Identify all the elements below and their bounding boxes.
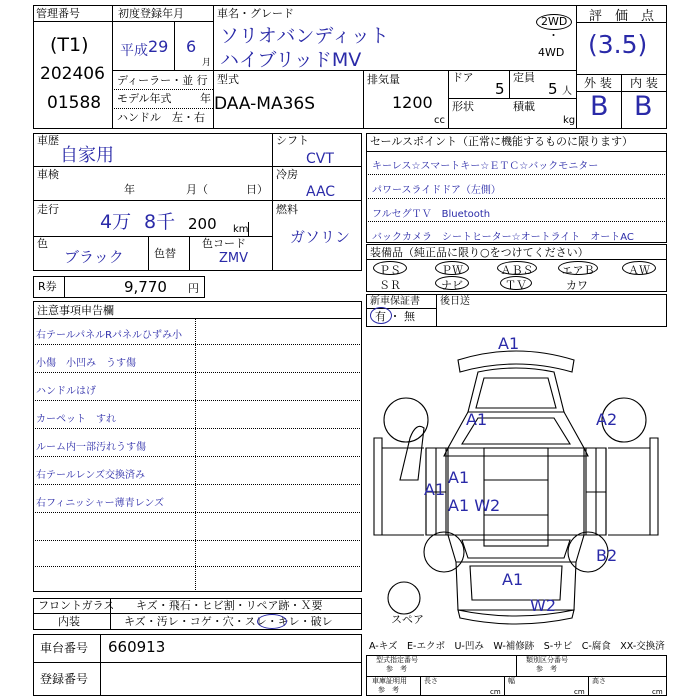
drive-4wd: 4WD xyxy=(538,46,565,59)
front-bumper xyxy=(458,351,574,372)
divider xyxy=(509,70,510,98)
kg-unit: kg xyxy=(563,115,576,126)
score: (3.5) xyxy=(588,30,648,59)
recycle-fee: 9,770 xyxy=(124,278,167,296)
divider xyxy=(195,318,196,592)
selling-points-title: セールスポイント（正常に機能するものに限ります） xyxy=(370,135,634,148)
fuel: ガソリン xyxy=(290,228,351,246)
month-unit: 月 xyxy=(202,58,212,68)
exterior-label: 外 装 xyxy=(584,76,612,90)
left-skirt xyxy=(374,438,382,535)
equipment-item: エアＢ xyxy=(561,264,595,277)
divider xyxy=(33,613,362,614)
doors-label: ドア xyxy=(452,71,474,84)
drive-2wd: 2WD xyxy=(541,15,568,28)
warranty-value: 有 ・ 無 xyxy=(375,310,415,323)
model-label: 型式 xyxy=(217,73,239,86)
damage-mark: A1 xyxy=(424,480,446,499)
capacity: 5 xyxy=(548,80,558,98)
divider xyxy=(112,70,213,71)
divider xyxy=(148,236,149,271)
car-name-1: ソリオバンディット xyxy=(220,25,389,47)
equipment-item: ＰＳ xyxy=(379,264,401,277)
selling-point: パワースライドドア（左側） xyxy=(372,185,501,196)
mileage-label: 走行 xyxy=(37,203,59,216)
interior-grade: B xyxy=(634,91,653,122)
divider xyxy=(366,221,667,222)
width-label: 幅 xyxy=(508,677,515,685)
divider xyxy=(248,222,249,236)
interior-text: キズ・汚レ・コゲ・穴・スレ・キレ・破レ xyxy=(124,615,333,628)
equipment-item: ＰＷ xyxy=(441,264,463,277)
divider xyxy=(366,259,667,260)
divider xyxy=(272,200,362,201)
frame-label: 車台番号 xyxy=(40,641,89,655)
equipment-item: ＳＲ xyxy=(379,279,401,292)
mileage-sen: 8千 xyxy=(144,211,176,233)
damage-mark: A1 xyxy=(466,410,488,429)
divider xyxy=(576,22,667,23)
shape-label: 形状 xyxy=(452,100,474,113)
category-ref: 参 考 xyxy=(536,665,557,673)
type-designation: 型式指定番号 xyxy=(376,656,418,664)
category: 類別区分番号 xyxy=(526,656,568,664)
mgmt-no-1: 202406 xyxy=(40,64,105,84)
roof-front xyxy=(444,448,588,456)
recycle-frame xyxy=(33,276,205,298)
history-label: 車歴 xyxy=(37,134,59,147)
equipment-item: ナビ xyxy=(441,279,463,292)
damage-mark: A1 xyxy=(502,570,524,589)
divider xyxy=(272,166,362,167)
divider xyxy=(33,21,112,22)
cm-unit: cm xyxy=(652,688,663,696)
selling-point: キーレス☆スマートキー☆ＥＴＣ☆バックモニター xyxy=(372,161,599,172)
shift: CVT xyxy=(306,151,334,167)
divider xyxy=(33,540,362,541)
type-ref: 参 考 xyxy=(386,665,407,673)
damage-mark: A2 xyxy=(596,410,618,429)
right-skirt xyxy=(650,438,658,535)
inspection-day: 日） xyxy=(246,183,268,196)
divider xyxy=(33,428,362,429)
model-year-label: モデル年式 xyxy=(117,92,172,105)
equipment-item: ＡＢＳ xyxy=(500,264,534,277)
divider xyxy=(112,89,213,90)
spare-label: スペア xyxy=(391,613,424,626)
damage-mark: W2 xyxy=(530,596,556,615)
load-label: 積載 xyxy=(513,100,535,113)
right-skirt-lines xyxy=(608,448,650,535)
left-front-fender xyxy=(400,426,424,480)
divider xyxy=(33,484,362,485)
history: 自家用 xyxy=(60,145,114,166)
displacement-label: 排気量 xyxy=(367,73,400,86)
repaint-label: 色替 xyxy=(154,247,176,260)
rear-glass xyxy=(462,540,570,558)
left-rear-wheel xyxy=(424,532,464,572)
selling-point: フルセグＴＶ Bluetooth xyxy=(372,209,491,220)
car-diagram xyxy=(366,330,667,635)
km-unit: km xyxy=(233,224,249,235)
cert-ref: 参 考 xyxy=(378,686,399,694)
reg-month: 6 xyxy=(186,37,197,56)
glass-label: フロントガラス xyxy=(38,599,115,612)
divider xyxy=(420,676,421,696)
mgmt-no-2: 01588 xyxy=(47,93,102,113)
name-label: 車名・グレード xyxy=(217,7,294,20)
exterior-grade: B xyxy=(590,91,609,122)
car-name-2: ハイブリッドMV xyxy=(220,49,362,71)
left-skirt-lines xyxy=(382,448,424,535)
displacement: 1200 xyxy=(392,93,433,112)
divider xyxy=(33,200,272,201)
cm-unit: cm xyxy=(574,688,585,696)
hood-outline xyxy=(468,368,564,412)
divider xyxy=(33,400,362,401)
frame-value: 660913 xyxy=(108,638,166,656)
yen-unit: 円 xyxy=(188,282,199,295)
inspection-year: 年 xyxy=(124,183,135,196)
divider xyxy=(366,676,667,677)
divider xyxy=(366,151,667,152)
divider xyxy=(516,655,517,676)
capacity-unit: 人 xyxy=(562,86,572,97)
cm-unit: cm xyxy=(490,688,501,696)
reg-year: 29 xyxy=(148,37,169,56)
divider xyxy=(189,236,190,271)
divider xyxy=(33,512,362,513)
divider xyxy=(33,456,362,457)
spare-tire xyxy=(388,582,420,614)
era: 平成 xyxy=(120,43,148,59)
divider xyxy=(363,70,364,129)
divider xyxy=(33,318,362,319)
divider xyxy=(112,5,113,129)
divider xyxy=(33,566,362,567)
divider xyxy=(112,21,213,22)
hood-panel xyxy=(476,378,556,408)
divider xyxy=(64,276,65,298)
posted-label: 後日送 xyxy=(440,296,470,307)
notes-title: 注意事項申告欄 xyxy=(37,304,114,317)
divider xyxy=(174,21,175,70)
note-item: 右フィニッシャー薄青レンズ xyxy=(36,498,165,509)
divider xyxy=(112,108,213,109)
mileage-rest: 200 xyxy=(188,215,217,233)
interior-label: 内装 xyxy=(58,615,80,628)
left-front-wheel xyxy=(384,398,428,442)
interior-label: 内 装 xyxy=(630,76,658,90)
divider xyxy=(33,662,362,663)
ac: AAC xyxy=(306,184,336,200)
divider xyxy=(366,174,667,175)
equipment-item: ＴＶ xyxy=(505,279,527,292)
dealer-label: ディーラー・並 行 xyxy=(117,74,208,87)
note-item: 小傷 小凹み うす傷 xyxy=(36,358,136,369)
divider xyxy=(504,676,505,696)
equipment-title: 装備品（純正品に限り○をつけてください） xyxy=(370,246,589,259)
cert-label: 車庫証明用 xyxy=(372,677,407,685)
reg-label: 初度登録年月 xyxy=(118,7,184,20)
divider xyxy=(588,676,589,696)
color: ブラック xyxy=(64,248,124,266)
divider xyxy=(448,70,449,129)
divider xyxy=(366,198,667,199)
damage-mark: B2 xyxy=(596,546,618,565)
rear-bumper xyxy=(458,610,574,624)
registration-label: 登録番号 xyxy=(40,672,89,686)
capacity-label: 定員 xyxy=(513,71,535,84)
divider xyxy=(621,74,622,129)
year-unit: 年 xyxy=(200,92,211,105)
selling-point: バックカメラ シートヒーター☆オートライト オートAC xyxy=(372,232,634,243)
score-label: 評 価 点 xyxy=(589,9,655,24)
divider xyxy=(576,5,577,129)
cc-unit: cc xyxy=(434,115,445,126)
damage-mark: A1 xyxy=(448,468,470,487)
equipment-item: ＡＷ xyxy=(628,264,650,277)
model-code: DAA-MA36S xyxy=(214,94,316,114)
color-code: ZMV xyxy=(219,251,249,266)
divider xyxy=(272,133,273,271)
warranty-label: 新車保証書 xyxy=(370,296,420,307)
mgmt-no-label: 管理番号 xyxy=(36,7,80,20)
inspection-month: 月（ xyxy=(186,183,208,196)
handle-label: ハンドル 左・右 xyxy=(117,111,205,124)
damage-mark: A1 xyxy=(498,334,520,353)
glass-text: キズ・飛石・ヒビ割・リペア跡・Ｘ要 xyxy=(136,599,323,612)
divider xyxy=(33,372,362,373)
mgmt-prefix: (T1) xyxy=(50,34,89,56)
inspection-label: 車検 xyxy=(37,168,59,181)
interior-circle xyxy=(257,614,287,629)
note-item: ハンドルはげ xyxy=(36,386,96,397)
drive-dot: ・ xyxy=(548,29,559,42)
divider xyxy=(33,344,362,345)
note-item: 右テールパネルRパネルひずみ小 xyxy=(36,330,183,341)
divider xyxy=(436,294,437,327)
note-item: ルーム内一部汚れうす傷 xyxy=(36,442,146,453)
note-item: 右テールレンズ交換済み xyxy=(36,470,145,481)
fuel-label: 燃料 xyxy=(276,203,298,216)
divider xyxy=(448,98,576,99)
shift-label: シフト xyxy=(276,134,309,147)
equipment-item: カワ xyxy=(566,279,588,292)
note-item: カーペット すれ xyxy=(36,414,116,425)
length-label: 長さ xyxy=(424,677,438,685)
color-label: 色 xyxy=(37,237,48,250)
ac-label: 冷房 xyxy=(276,168,298,181)
divider xyxy=(33,166,272,167)
color-code-label: 色コード xyxy=(202,237,246,250)
mileage-man: 4万 xyxy=(100,211,132,233)
damage-legend: A-キズ E-エクボ U-凹み W-補修跡 S-サビ C-腐食 XX-交換済 xyxy=(369,641,665,652)
doors: 5 xyxy=(495,80,505,98)
damage-mark: A1 W2 xyxy=(448,496,501,515)
divider xyxy=(100,634,101,696)
recycle-label: R券 xyxy=(38,280,57,293)
height-label: 高さ xyxy=(592,677,606,685)
